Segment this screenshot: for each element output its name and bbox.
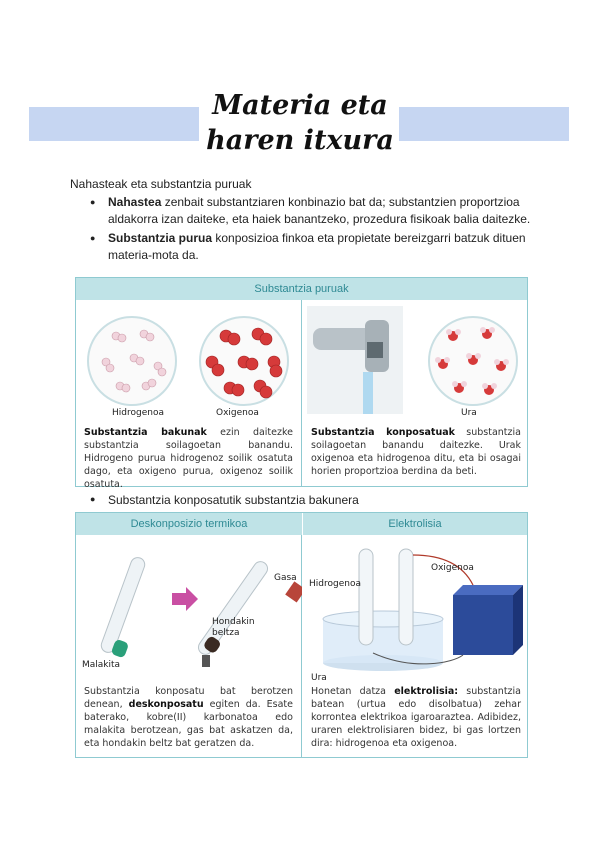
figure-col-simple [76, 300, 302, 490]
title-band-right [399, 107, 569, 141]
label-hydrogen-electrolysis: Hidrogenoa [309, 579, 361, 589]
label-gas: Gasa [274, 573, 297, 583]
faucet-water-illustration [303, 306, 529, 416]
molecule-circles-illustration [76, 306, 302, 416]
caption-simple-substances: Substantzia bakunak ezin daitezke substantzia soilagoetan banandu. Hidrogeno purua hidrogenoz soilik osatuta dago, eta oxigeno purua, oxigenoz soilik osatuta. [84, 427, 293, 490]
term-pure-substance: Substantzia purua [108, 231, 213, 245]
figure-header: Substantzia puruak [76, 278, 527, 300]
figure-header-thermal: Deskonposizio termikoa [76, 513, 302, 535]
list-item: ● Substantzia konposatutik substantzia bakunera [90, 493, 359, 507]
label-oxygen: Oxigenoa [216, 408, 259, 418]
thermal-decomposition-illustration [76, 535, 302, 675]
list-item [90, 194, 540, 228]
label-residue-1: Hondakin [212, 617, 255, 627]
list-item [90, 230, 540, 264]
definition-list [90, 194, 540, 266]
term-mixture: Nahastea [108, 195, 162, 209]
caption-electrolysis: Honetan datza elektrolisia: substantzia batean (urtua edo disolbatua) zehar korrontea elektrikoa igaroaraztea. Adibidez, uraren elektrolisiaren bidez, bi gas lortzen dira: hidrogenoa eta oxigenoa. [311, 686, 521, 749]
figure-col-compound [303, 300, 529, 486]
page-title: Materia eta haren itxura [206, 90, 394, 156]
figure-decomposition [75, 512, 528, 758]
label-water: Ura [461, 408, 477, 418]
figure-col-thermal [76, 535, 302, 757]
intro-text: Nahasteak eta substantzia puruak [70, 177, 252, 191]
definition-pure-substance: konposizioa finkoa eta propietate bereizgarri batzuk dituen materia-mota da. [108, 231, 526, 262]
label-hydrogen: Hidrogenoa [112, 408, 164, 418]
figure-header-electrolysis: Elektrolisia [303, 513, 527, 535]
electrolysis-illustration [303, 535, 527, 675]
figure-col-electrolysis [303, 535, 529, 757]
figure-pure-substances [75, 277, 528, 490]
label-oxygen-electrolysis: Oxigenoa [431, 563, 474, 573]
title-band-left [29, 107, 199, 141]
caption-thermal: Substantzia konposatu bat berotzen denean, deskonposatu egiten da. Esate baterako, kobre(II) karbonatoa edo malakita berotzean, gas bat askatzen da, eta hondakin beltz bat geratzen da. [84, 686, 293, 749]
label-residue-2: beltza [212, 628, 240, 638]
caption-compound-substances: Substantzia konposatuak substantzia soilagoetan banandu daitezke. Urak oxigenoa eta hidrogenoa ditu, eta bi osagai horien proportzioa berdina da beti. [311, 427, 521, 477]
label-water-electrolysis: Ura [311, 673, 327, 683]
label-malachite: Malakita [82, 660, 121, 670]
definition-mixture: zenbait substantziaren konbinazio bat da; substantzien proportzioa aldakorra izan daiteke, eta haiek banantzeko, prozedura fisikoak balia daitezke. [108, 195, 531, 226]
